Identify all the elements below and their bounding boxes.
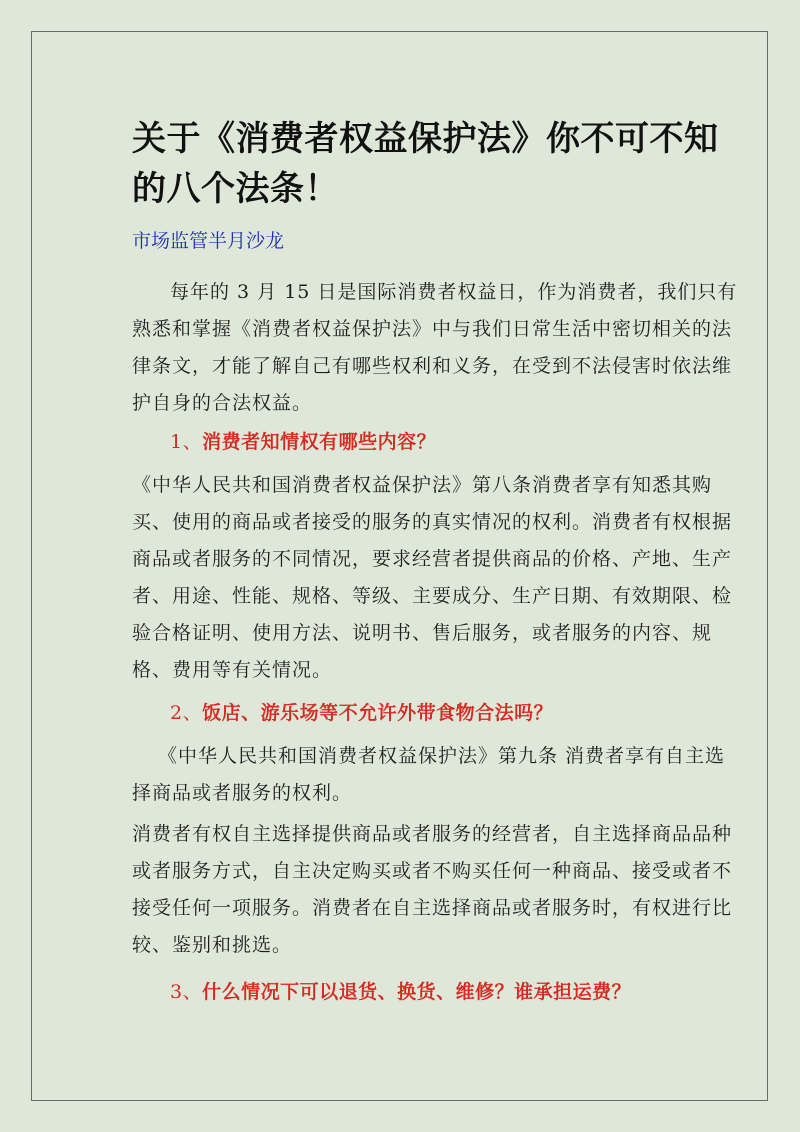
section-1-number: 1、 [170, 431, 203, 453]
section-2-heading [132, 695, 742, 732]
document-content [132, 114, 742, 1011]
author-name[interactable]: 市场监管半月沙龙 [132, 230, 285, 252]
document-title: 关于《消费者权益保护法》你不可不知的八个法条！ [132, 119, 719, 209]
section-3-heading [132, 974, 742, 1011]
section-3-title: 什么情况下可以退货、换货、维修？谁承担运费？ [202, 981, 632, 1003]
section-1-title: 消费者知情权有哪些内容？ [202, 431, 437, 453]
section-2-number: 2、 [170, 702, 203, 724]
section-1-paragraph-1: 《中华人民共和国消费者权益保护法》第八条消费者享有知悉其购买、使用的商品或者接受的服务的真实情况的权利。消费者有权根据商品或者服务的不同情况，要求经营者提供商品的价格、产地、生产者、用途、性能、规格、等级、主要成分、生产日期、有效期限、检验合格证明、使用方法、说明书、售后服务，或者服务的内容、规格、费用等有关情况。 [132, 474, 733, 681]
section-2-paragraph-1: 《中华人民共和国消费者权益保护法》第九条 消费者享有自主选择商品或者服务的权利。 [132, 745, 726, 804]
section-1-heading [132, 424, 742, 461]
intro-paragraph: 每年的 3 月 15 日是国际消费者权益日，作为消费者，我们只有熟悉和掌握《消费者权益保护法》中与我们日常生活中密切相关的法律条文，才能了解自己有哪些权利和义务，在受到不法侵害时依法维护自身的合法权益。 [132, 281, 738, 414]
section-2-paragraph-2: 消费者有权自主选择提供商品或者服务的经营者，自主选择商品品种或者服务方式，自主决定购买或者不购买任何一种商品、接受或者不接受任何一项服务。消费者在自主选择商品或者服务时，有权进行比较、鉴别和挑选。 [132, 823, 733, 956]
section-3-number: 3、 [170, 981, 203, 1003]
document-page [31, 31, 768, 1101]
section-2-title: 饭店、游乐场等不允许外带食物合法吗？ [202, 702, 554, 724]
